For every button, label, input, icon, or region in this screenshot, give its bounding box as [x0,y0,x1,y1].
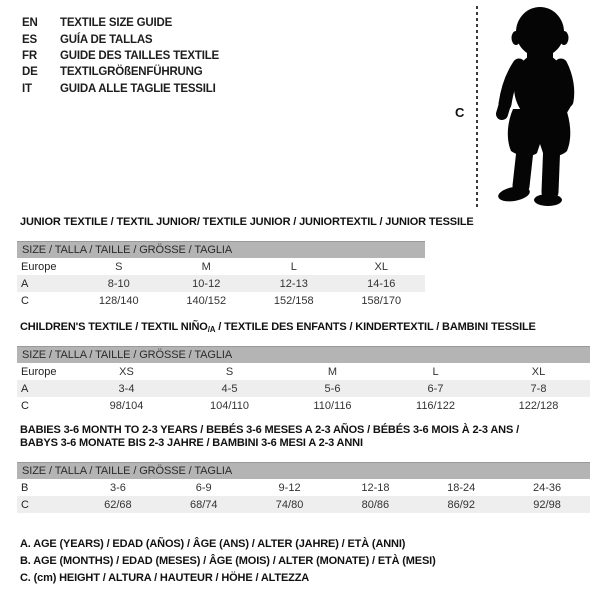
table-cell: 116/122 [416,399,455,412]
language-code: DE [22,66,38,79]
table-cell: 140/152 [186,294,227,307]
table-cell: 62/68 [104,498,132,511]
language-guide-title: GUIDE DES TAILLES TEXTILE [60,49,219,62]
table-cell: 80/86 [361,498,390,511]
table-cell: XL [531,365,546,378]
row-label: A [21,382,29,395]
size-header-bar: SIZE / TALLA / TAILLE / GRÖSSE / TAGLIA [17,462,590,479]
table-cell: 152/158 [273,294,314,307]
table-cell: S [115,260,123,273]
section-title [17,321,590,334]
section-title-text: CHILDREN'S TEXTILE / TEXTIL NIÑO [20,321,208,333]
table-cell: 3-4 [118,382,135,395]
table-cell: 68/74 [189,498,218,511]
table-cell: 10-12 [192,277,221,290]
table-cell: M [327,365,338,378]
childrens-textile-section [17,321,590,414]
row-label: C [21,498,29,511]
table-cell: 74/80 [275,498,304,511]
table-cell: 18-24 [447,481,476,494]
section-title [17,216,474,229]
row-label: C [21,294,29,307]
section-title-text: JUNIOR TEXTILE / TEXTIL JUNIOR/ TEXTILE JUNIOR / JUNIORTEXTIL / JUNIOR TESSILE [20,216,474,228]
language-row [22,81,219,97]
junior-textile-table [17,258,425,309]
section-title-text: / TEXTILE DES ENFANTS / KINDERTEXTIL / BAMBINI TESSILE [215,321,536,333]
table-row [17,380,590,397]
junior-textile-section [17,216,474,309]
language-code: ES [22,33,37,46]
table-cell: 128/140 [98,294,139,307]
table-cell: L [432,365,439,378]
table-cell: 9-12 [278,481,301,494]
row-label: Europe [21,365,57,378]
table-cell: 12-13 [279,277,308,290]
table-row [17,292,425,309]
table-cell: 158/170 [361,294,402,307]
babies-textile-table [17,479,590,513]
table-cell: XS [119,365,134,378]
table-cell: 7-8 [530,382,547,395]
table-cell: 104/110 [210,399,249,412]
language-row [22,31,219,47]
section-title-subscript: /A [207,325,216,334]
language-title-list [22,15,219,97]
legend-note: B. AGE (MONTHS) / EDAD (MESES) / ÂGE (MOIS) / ALTER (MONATE) / ETÀ (MESI) [20,554,436,567]
table-cell: 5-6 [324,382,341,395]
language-row [22,48,219,64]
size-header-bar: SIZE / TALLA / TAILLE / GRÖSSE / TAGLIA [17,346,590,363]
table-cell: 6-7 [427,382,444,395]
table-row [17,258,425,275]
table-row [17,275,425,292]
row-label: B [21,481,29,494]
table-cell: 3-6 [109,481,126,494]
table-cell: 12-18 [361,481,390,494]
language-guide-title: TEXTILGRÖßENFÜHRUNG [60,66,203,79]
table-cell: L [290,260,297,273]
size-header-bar: SIZE / TALLA / TAILLE / GRÖSSE / TAGLIA [17,241,425,258]
legend-note: A. AGE (YEARS) / EDAD (AÑOS) / ÂGE (ANS) / ALTER (JAHRE) / ETÀ (ANNI) [20,538,406,550]
table-row [17,496,590,513]
childrens-textile-table [17,363,590,414]
language-guide-title: GUÍA DE TALLAS [60,33,153,46]
table-cell: 122/128 [518,399,559,412]
language-row [22,15,219,31]
table-row [17,397,590,414]
babies-textile-section [17,424,590,513]
language-guide-title: GUIDA ALLE TAGLIE TESSILI [60,82,216,95]
table-cell: S [225,365,234,378]
table-cell: 14-16 [367,277,396,290]
language-guide-title: TEXTILE SIZE GUIDE [60,17,173,30]
table-cell: 98/104 [109,399,144,412]
table-cell: 92/98 [533,498,561,511]
section-title-text: BABIES 3-6 MONTH TO 2-3 YEARS / BEBÉS 3-6 MESES A 2-3 AÑOS / BÉBÉS 3-6 MOIS À 2-3 ANS / [20,424,519,436]
table-cell: XL [374,260,388,273]
toddler-silhouette-image [483,5,597,207]
row-label: C [21,399,29,412]
language-code: EN [22,17,38,30]
section-title [17,424,590,437]
legend-notes [20,536,436,586]
language-code: FR [22,49,37,62]
table-cell: 24-36 [533,481,562,494]
section-title-text: BABYS 3-6 MONATE BIS 2-3 JAHRE / BAMBINI 3-6 MESI A 2-3 ANNI [20,437,363,449]
table-row [17,479,590,496]
table-cell: 6-9 [195,481,212,494]
table-cell: M [201,260,211,273]
table-cell: 110/116 [313,399,352,412]
table-cell: 8-10 [107,277,130,290]
table-cell: 86/92 [447,498,475,511]
row-label: Europe [21,260,57,273]
legend-note: C. (cm) HEIGHT / ALTURA / HAUTEUR / HÖHE / ALTEZZA [20,571,310,584]
language-code: IT [22,82,32,95]
table-cell: 4-5 [221,382,238,395]
height-measure-line [476,6,478,207]
section-title [17,437,590,450]
table-row [17,363,590,380]
language-row [22,64,219,80]
row-label: A [21,277,29,290]
height-measure-label: C [455,105,465,120]
